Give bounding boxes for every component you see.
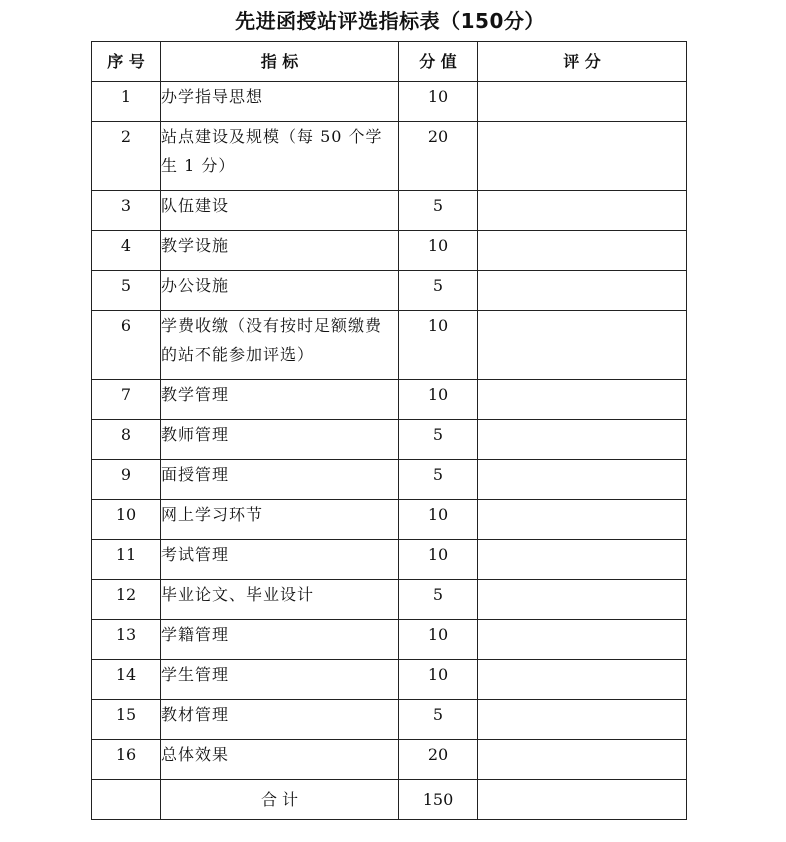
table-header-row <box>92 42 687 82</box>
row-number: 4 <box>92 231 161 271</box>
row-value: 20 <box>399 122 478 191</box>
row-value: 10 <box>399 540 478 580</box>
row-indicator: 考试管理 <box>161 540 399 580</box>
row-indicator: 学生管理 <box>161 660 399 700</box>
row-score-cell[interactable] <box>478 540 687 580</box>
row-indicator: 教师管理 <box>161 420 399 460</box>
header-value: 分 值 <box>399 42 478 82</box>
row-score-cell[interactable] <box>478 311 687 380</box>
total-empty-cell <box>92 780 161 820</box>
row-value: 5 <box>399 191 478 231</box>
row-indicator: 面授管理 <box>161 460 399 500</box>
table-row <box>92 271 687 311</box>
row-score-cell[interactable] <box>478 271 687 311</box>
row-score-cell[interactable] <box>478 231 687 271</box>
table-row <box>92 82 687 122</box>
row-number: 12 <box>92 580 161 620</box>
header-score: 评 分 <box>478 42 687 82</box>
table-row <box>92 122 687 191</box>
row-indicator: 学费收缴（没有按时足额缴费的站不能参加评选） <box>161 311 399 380</box>
total-row <box>92 780 687 820</box>
table-row <box>92 420 687 460</box>
row-number: 13 <box>92 620 161 660</box>
table-row <box>92 460 687 500</box>
row-value: 20 <box>399 740 478 780</box>
row-value: 5 <box>399 700 478 740</box>
row-value: 10 <box>399 500 478 540</box>
row-score-cell[interactable] <box>478 420 687 460</box>
row-indicator: 教学设施 <box>161 231 399 271</box>
evaluation-table <box>91 41 687 820</box>
row-indicator: 办学指导思想 <box>161 82 399 122</box>
table-row <box>92 700 687 740</box>
table-row <box>92 500 687 540</box>
row-indicator: 办公设施 <box>161 271 399 311</box>
row-score-cell[interactable] <box>478 380 687 420</box>
row-value: 5 <box>399 271 478 311</box>
row-value: 5 <box>399 460 478 500</box>
table-row <box>92 540 687 580</box>
row-indicator: 学籍管理 <box>161 620 399 660</box>
table-row <box>92 191 687 231</box>
table-row <box>92 740 687 780</box>
row-score-cell[interactable] <box>478 500 687 540</box>
row-value: 5 <box>399 580 478 620</box>
row-number: 8 <box>92 420 161 460</box>
row-number: 16 <box>92 740 161 780</box>
row-value: 10 <box>399 82 478 122</box>
row-number: 5 <box>92 271 161 311</box>
row-number: 15 <box>92 700 161 740</box>
row-score-cell[interactable] <box>478 580 687 620</box>
row-indicator: 站点建设及规模（每 50 个学生 1 分） <box>161 122 399 191</box>
row-number: 7 <box>92 380 161 420</box>
row-number: 6 <box>92 311 161 380</box>
row-score-cell[interactable] <box>478 191 687 231</box>
row-score-cell[interactable] <box>478 460 687 500</box>
row-score-cell[interactable] <box>478 700 687 740</box>
row-indicator: 网上学习环节 <box>161 500 399 540</box>
row-value: 5 <box>399 420 478 460</box>
row-score-cell[interactable] <box>478 122 687 191</box>
total-score-cell[interactable] <box>478 780 687 820</box>
row-number: 14 <box>92 660 161 700</box>
row-number: 1 <box>92 82 161 122</box>
row-number: 9 <box>92 460 161 500</box>
table-row <box>92 380 687 420</box>
row-number: 11 <box>92 540 161 580</box>
row-score-cell[interactable] <box>478 660 687 700</box>
total-label: 合 计 <box>161 780 399 820</box>
page-title: 先进函授站评选指标表（150分） <box>235 9 545 33</box>
row-value: 10 <box>399 660 478 700</box>
row-number: 3 <box>92 191 161 231</box>
row-indicator: 队伍建设 <box>161 191 399 231</box>
row-score-cell[interactable] <box>478 82 687 122</box>
row-value: 10 <box>399 380 478 420</box>
table-row <box>92 231 687 271</box>
header-item: 指 标 <box>161 42 399 82</box>
table-row <box>92 580 687 620</box>
row-value: 10 <box>399 620 478 660</box>
row-score-cell[interactable] <box>478 620 687 660</box>
row-indicator: 教学管理 <box>161 380 399 420</box>
row-value: 10 <box>399 311 478 380</box>
row-number: 10 <box>92 500 161 540</box>
row-indicator: 毕业论文、毕业设计 <box>161 580 399 620</box>
row-score-cell[interactable] <box>478 740 687 780</box>
table-row <box>92 620 687 660</box>
total-value: 150 <box>399 780 478 820</box>
header-no: 序 号 <box>92 42 161 82</box>
table-row <box>92 660 687 700</box>
row-value: 10 <box>399 231 478 271</box>
row-indicator: 教材管理 <box>161 700 399 740</box>
row-indicator: 总体效果 <box>161 740 399 780</box>
row-number: 2 <box>92 122 161 191</box>
table-row <box>92 311 687 380</box>
